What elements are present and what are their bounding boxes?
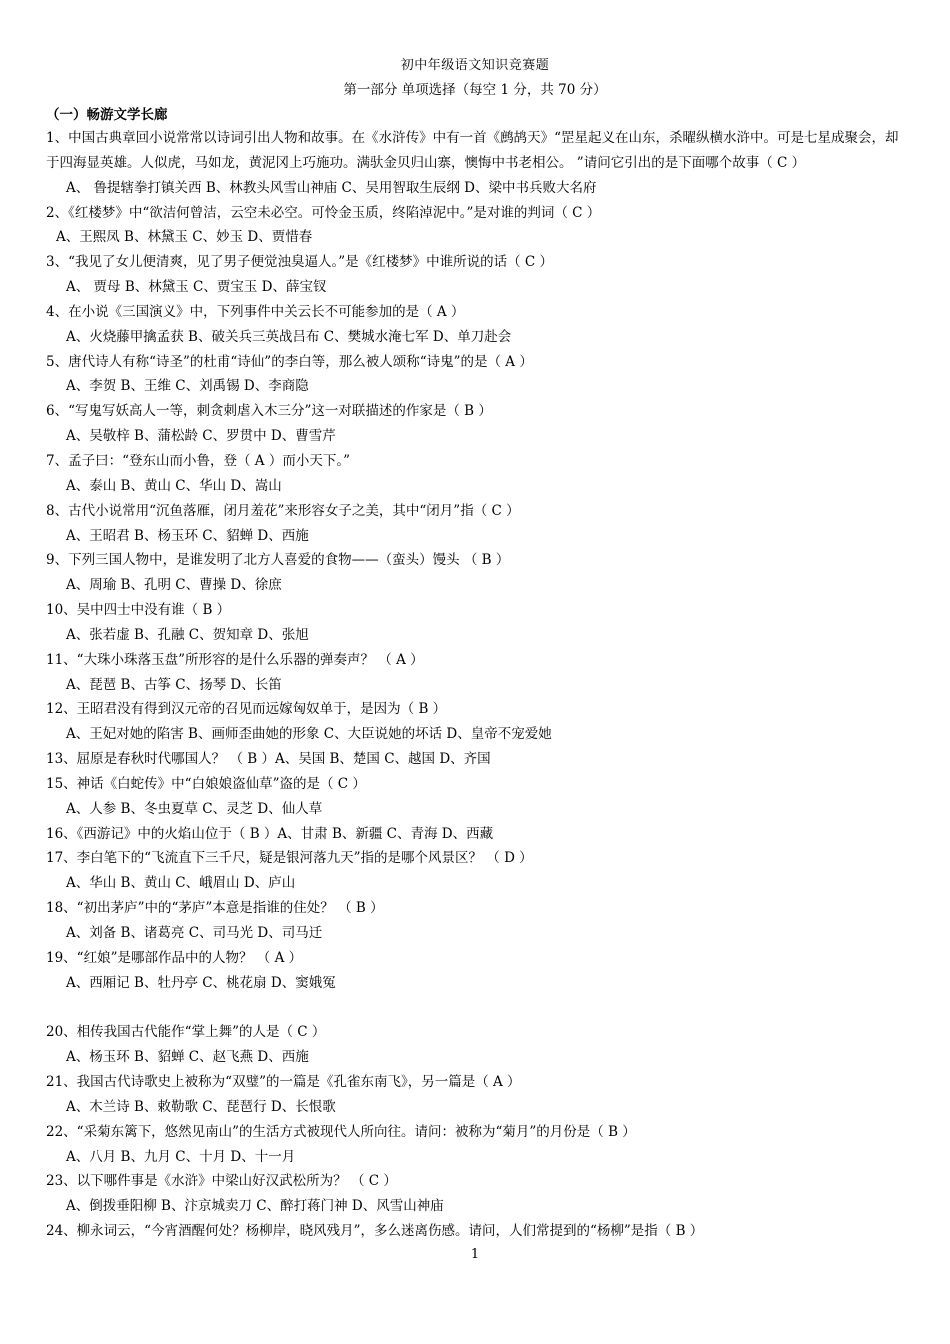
- question-text: 5、唐代诗人有称“诗圣”的杜甫“诗仙”的李白等，那么被人颂称“诗鬼”的是（ A ）: [46, 353, 533, 370]
- question-text: 18、“初出茅庐”中的“茅庐”本意是指谁的住处？ （ B ）: [46, 900, 384, 917]
- question-text: 7、孟子曰：“登东山而小鲁，登（ A ）而小天下。”: [46, 452, 350, 469]
- answer-options: A、王昭君 B、杨玉环 C、貂蝉 D、西施: [66, 527, 309, 544]
- blank-line: [46, 996, 914, 1021]
- question-text: 11、“大珠小珠落玉盘”所形容的是什么乐器的弹奏声？ （ A ）: [46, 651, 424, 668]
- question-text: 24、柳永词云，“今宵酒醒何处？杨柳岸，晓风残月”，多么迷离伤感。请问，人们常提到的“杨柳”是指（ B ）: [46, 1223, 704, 1240]
- question-text: 2、《红楼梦》中“欲洁何曾洁，云空未必空。可怜金玉质，终陷淖泥中。”是对谁的判词（ C ）: [46, 204, 601, 221]
- answer-options: A、刘备 B、诸葛亮 C、司马光 D、司马迁: [66, 925, 323, 941]
- question-text: 4、在小说《三国演义》中，下列事件中关云长不可能参加的是（ A ）: [46, 303, 465, 320]
- answer-options: A、西厢记 B、牡丹亭 C、桃花扇 D、窦娥冤: [66, 974, 336, 991]
- question-text: 于四海显英雄。人似虎，马如龙，黄泥冈上巧施功。满驮金贝归山寨，懊悔中书老相公。 ”请问它引出的是下面哪个故事（ C ）: [46, 154, 806, 171]
- answer-options: A、 鲁提辖拳打镇关西 B、林教头风雪山神庙 C、吴用智取生辰纲 D、梁中书兵败大名府: [66, 179, 597, 196]
- question-text: 6、“写鬼写妖高人一等，刺贪刺虐入木三分”这一对联描述的作家是（ B ）: [46, 403, 492, 420]
- section-heading: （一）畅游文学长廊: [46, 107, 168, 123]
- question-text: 20、相传我国古代能作“掌上舞”的人是（ C ）: [46, 1024, 326, 1041]
- question-text: 12、王昭君没有得到汉元帝的召见而远嫁匈奴单于，是因为（ B ）: [46, 701, 447, 718]
- answer-options: A、木兰诗 B、敕勒歌 C、琵琶行 D、长恨歌: [66, 1098, 336, 1115]
- part-heading: 第一部分 单项选择（每空 1 分，共 70 分）: [343, 82, 607, 98]
- answer-options: A、王熙凤 B、林黛玉 C、妙玉 D、贾惜春: [56, 229, 313, 246]
- answer-options: A、华山 B、黄山 C、峨眉山 D、庐山: [66, 875, 296, 892]
- answer-options: A、泰山 B、黄山 C、华山 D、嵩山: [66, 477, 282, 494]
- document-title: 初中年级语文知识竞赛题: [400, 58, 550, 73]
- question-text: 8、古代小说常用“沉鱼落雁，闭月羞花”来形容女子之美，其中“闭月”指（ C ）: [46, 502, 520, 519]
- answer-options: A、李贺 B、王维 C、刘禹锡 D、李商隐: [66, 378, 309, 395]
- answer-options: A、张若虚 B、孔融 C、贺知章 D、张旭: [66, 626, 309, 643]
- question-text: 22、“采菊东篱下，悠然见南山”的生活方式被现代人所向往。请问：被称为“菊月”的月份是（ B ）: [46, 1123, 636, 1140]
- question-text: 17、李白笔下的“飞流直下三千尺，疑是银河落九天”指的是哪个风景区？ （ D ）: [46, 850, 533, 867]
- question-text: 23、以下哪件事是《水浒》中梁山好汉武松所为？ （ C ）: [46, 1173, 397, 1190]
- answer-options: A、人参 B、冬虫夏草 C、灵芝 D、仙人草: [66, 800, 323, 817]
- question-text: 9、下列三国人物中，是谁发明了北方人喜爱的食物——（蛮头）馒头 （ B ）: [46, 552, 510, 569]
- question-text: 21、我国古代诗歌史上被称为“双璧”的一篇是《孔雀东南飞》，另一篇是（ A ）: [46, 1074, 521, 1091]
- answer-options: A、倒拨垂阳柳 B、汴京城卖刀 C、醉打蒋门神 D、风雪山神庙: [66, 1198, 444, 1215]
- answer-options: A、王妃对她的陷害 B、画师歪曲她的形象 C、大臣说她的坏话 D、皇帝不宠爱她: [66, 726, 552, 743]
- question-text: 13、屈原是春秋时代哪国人？ （ B ）A、吴国 B、楚国 C、越国 D、齐国: [46, 751, 491, 768]
- question-text: 3、“我见了女儿便清爽，见了男子便觉浊臭逼人。”是《红楼梦》中谁所说的话（ C ）: [46, 254, 554, 271]
- answer-options: A、 贾母 B、林黛玉 C、贾宝玉 D、薛宝钗: [66, 279, 327, 296]
- question-text: 10、吴中四士中没有谁（ B ）: [46, 602, 231, 619]
- answer-options: A、琵琶 B、古筝 C、扬琴 D、长笛: [66, 676, 282, 693]
- answer-options: A、吴敬梓 B、蒲松龄 C、罗贯中 D、曹雪芹: [66, 428, 336, 445]
- question-text: 19、“红娘”是哪部作品中的人物？ （ A ）: [46, 949, 303, 966]
- question-text: 16、《西游记》中的火焰山位于（ B ）A、甘肃 B、新疆 C、青海 D、西藏: [46, 825, 494, 842]
- answer-options: A、周瑜 B、孔明 C、曹操 D、徐庶: [66, 577, 282, 594]
- question-text: 1、中国古典章回小说常常以诗词引出人物和故事。在《水浒传》中有一首《鹧鸪天》“罡星起义在山东，杀曜纵横水浒中。可是七星成聚会，却: [46, 130, 899, 146]
- answer-options: A、八月 B、九月 C、十月 D、十一月: [66, 1148, 296, 1165]
- page-number: 1: [470, 1247, 480, 1262]
- answer-options: A、杨玉环 B、貂蝉 C、赵飞燕 D、西施: [66, 1049, 309, 1066]
- answer-options: A、火烧藤甲擒孟获 B、破关兵三英战吕布 C、樊城水淹七军 D、单刀赴会: [66, 328, 512, 345]
- question-list: [46, 126, 914, 1244]
- question-text: 15、神话《白蛇传》中“白娘娘盗仙草”盗的是（ C ）: [46, 775, 366, 792]
